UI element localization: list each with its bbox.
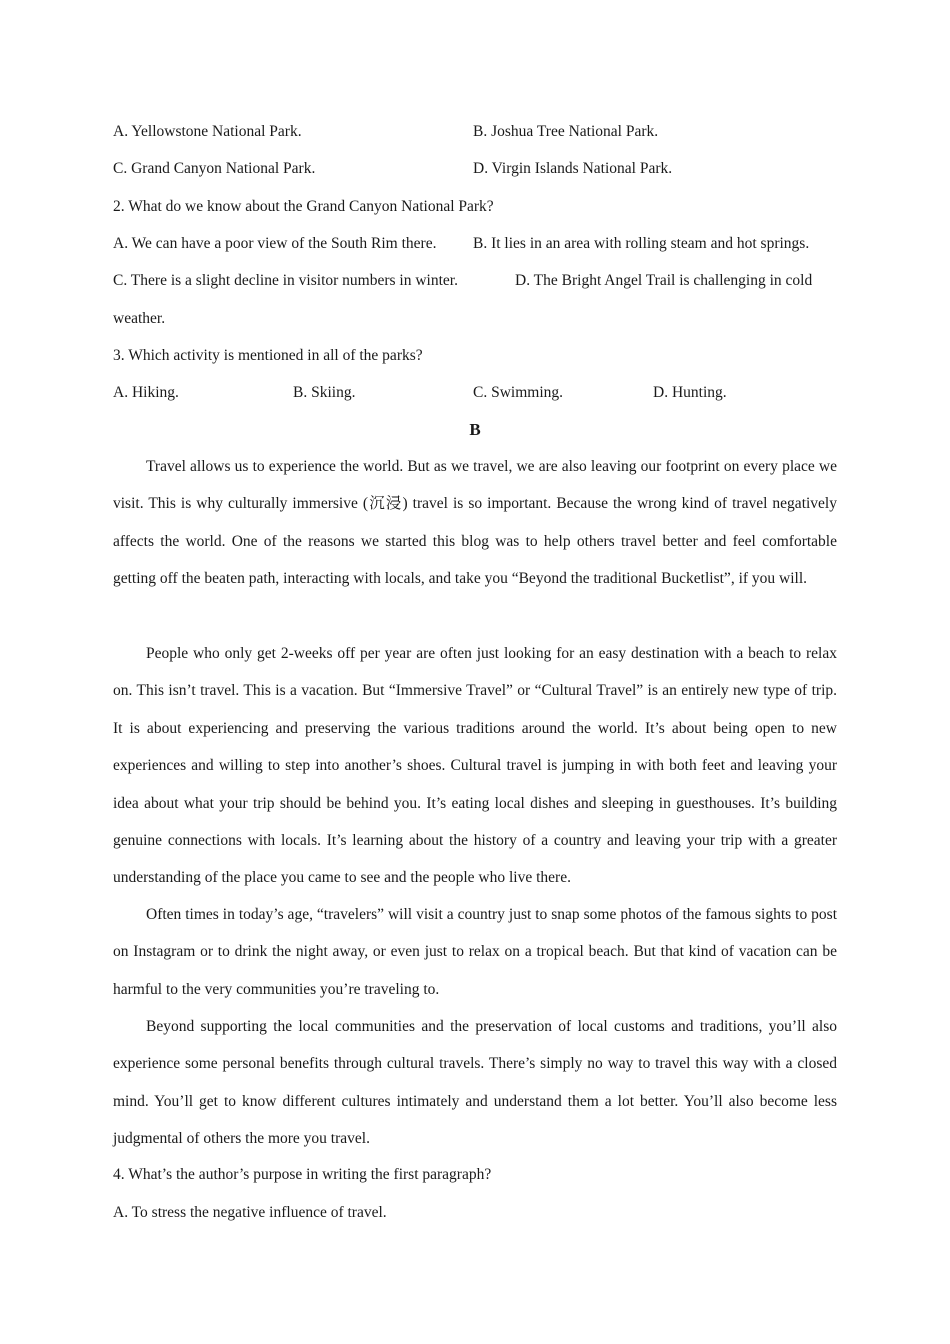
q2-option-a: A. We can have a poor view of the South Rim there. <box>113 235 437 252</box>
q3-option-a: A. Hiking. <box>113 384 179 401</box>
q2-option-d: D. The Bright Angel Trail is challenging in cold <box>515 272 813 289</box>
passage-paragraph-2: People who only get 2-weeks off per year are often just looking for an easy destination with a beach to relax on. This isn’t travel. This is a vacation. But “Immersive Travel” or “Cultural Travel” is an entirely new type of trip. It is about experiencing and preserving the various traditions around the world. It’s about being open to new experiences and willing to step into another’s shoes. Cultural travel is jumping in with both feet and leaving your idea about what your trip should be behind you. It’s eating local dishes and sleeping in guesthouses. It’s building genuine connections with locals. It’s learning about the history of a country and leaving your trip with a greater understanding of the place you came to see and the people who live there. <box>113 645 837 887</box>
q3-option-c: C. Swimming. <box>473 384 564 401</box>
q4-question: 4. What’s the author’s purpose in writing the first paragraph? <box>113 1166 492 1183</box>
section-heading: B <box>469 420 481 439</box>
q2-option-d-continued: weather. <box>113 310 166 327</box>
q1-option-b: B. Joshua Tree National Park. <box>473 123 659 140</box>
q2-option-b: B. It lies in an area with rolling steam and hot springs. <box>473 235 810 252</box>
q3-option-d: D. Hunting. <box>653 384 727 401</box>
q2-option-c: C. There is a slight decline in visitor numbers in winter. <box>113 272 458 289</box>
q1-option-d: D. Virgin Islands National Park. <box>473 160 673 177</box>
q3-option-b: B. Skiing. <box>293 384 356 401</box>
passage-paragraph-4: Beyond supporting the local communities and the preservation of local customs and traditions, you’ll also experience some personal benefits through cultural travels. There’s simply no way to travel this way with a closed mind. You’ll get to know different cultures intimately and understand them a lot better. You’ll also become less judgmental of others the more you travel. <box>113 1018 837 1148</box>
q1-option-a: A. Yellowstone National Park. <box>113 123 302 140</box>
q1-option-c: C. Grand Canyon National Park. <box>113 160 316 177</box>
q2-question: 2. What do we know about the Grand Canyon National Park? <box>113 198 494 215</box>
q3-question: 3. Which activity is mentioned in all of the parks? <box>113 347 423 364</box>
passage-paragraph-1: Travel allows us to experience the world. But as we travel, we are also leaving our footprint on every place we visit. This is why culturally immersive (沉浸) travel is so important. Because the wrong kind of travel negatively affects the world. One of the reasons we started this blog was to help others travel better and feel comfortable getting off the beaten path, interacting with locals, and take you “Beyond the traditional Bucketlist”, if you will. <box>113 458 837 588</box>
passage-paragraph-3: Often times in today’s age, “travelers” will visit a country just to snap some photos of the famous sights to post on Instagram or to drink the night away, or even just to relax on a tropical beach. But that kind of vacation can be harmful to the very communities you’re traveling to. <box>113 906 837 998</box>
q4-option-a: A. To stress the negative influence of travel. <box>113 1204 387 1221</box>
